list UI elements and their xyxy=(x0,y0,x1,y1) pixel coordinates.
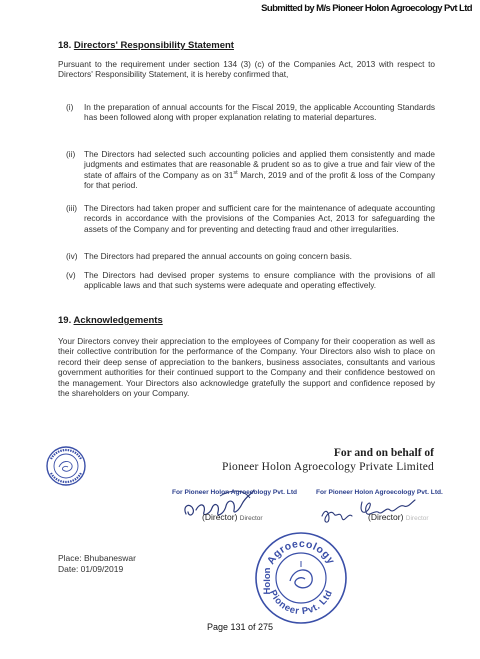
list-item-number: (iii) xyxy=(66,203,78,213)
section-19-heading xyxy=(58,315,163,326)
page-number: Page 131 of 275 xyxy=(206,622,274,632)
section-19-title: Acknowledgements xyxy=(73,315,163,326)
list-item-number: (v) xyxy=(66,270,76,280)
svg-text:Agroecology: Agroecology xyxy=(264,537,338,567)
ordinal-suffix: st xyxy=(233,169,238,176)
svg-text:Holon: Holon xyxy=(262,567,273,595)
director-signature-right xyxy=(318,494,418,528)
section-18-heading xyxy=(58,40,234,51)
svg-text:Pioneer Pvt. Ltd: Pioneer Pvt. Ltd xyxy=(266,588,336,618)
section-18-intro: Pursuant to the requirement under section 134 (3) (c) of the Companies Act, 2013 with respect to Directors' Responsibility Statement, it is hereby confirmed that, xyxy=(58,59,435,80)
list-item-number: (ii) xyxy=(66,149,76,159)
list-item-text: The Directors had devised proper systems to ensure compliance with the provisions of all applicable laws and that such systems were adequate and operating effectively. xyxy=(84,270,435,291)
section-19-body: Your Directors convey their appreciation to the employees of Company for their cooperation as well as their collective contribution for the performance of the Company. Your Directors also wish to place on record their deep sense of appreciation to the bankers, business associates, consultants and various government authorities for their continued support to the Company and their confidence bestowed on the management. Your Directors also acknowledge gratefully the support and confidence reposed by the shareholders on your Company. xyxy=(58,336,435,399)
section-18-number: 18. xyxy=(58,40,72,51)
list-item-number: (iv) xyxy=(66,251,78,261)
list-item-text: The Directors had selected such accounting policies and applied them consistently and made judgments and estimates that are reasonable & prudent so as to give a true and fair view of the state of affairs of the Company as on 31st March, 2019 and of the profit & loss of the Company for that period. xyxy=(84,149,435,190)
stamp-left: For Pioneer Holon Agroecology Pvt. Ltd xyxy=(172,489,298,496)
company-seal-large xyxy=(254,531,348,625)
list-item-text: The Directors had prepared the annual accounts on going concern basis. xyxy=(84,251,352,261)
list-item-number: (i) xyxy=(66,102,74,112)
company-name: Pioneer Holon Agroecology Private Limited xyxy=(222,461,434,473)
date-text: Date: 01/09/2019 xyxy=(58,564,124,574)
place-text: Place: Bhubaneswar xyxy=(58,553,136,563)
section-19-number: 19. xyxy=(58,315,72,326)
section-18-title: Directors' Responsibility Statement xyxy=(73,40,234,51)
submitted-by-banner: Submitted by M/s Pioneer Holon Agroecology Pvt Ltd xyxy=(261,3,472,14)
list-item-text: In the preparation of annual accounts for the Fiscal 2019, the applicable Accounting Standards has been followed along with proper explanation relating to material departures. xyxy=(84,102,435,123)
place-date-block xyxy=(58,553,136,575)
for-behalf-label: For and on behalf of xyxy=(333,447,434,459)
director-label-right: (Director) Director xyxy=(368,512,429,522)
company-seal-small xyxy=(45,445,87,487)
list-item-text: The Directors had taken proper and sufficient care for the maintenance of adequate accounting records in accordance with the provisions of the Companies Act, 2013 for safeguarding the assets of the Company and for preventing and detecting fraud and other irregularities. xyxy=(84,203,435,234)
director-label-left: (Director) Director xyxy=(202,512,263,522)
signoff-block xyxy=(222,447,434,473)
stamp-right: For Pioneer Holon Agroecology Pvt. Ltd. xyxy=(316,489,443,496)
